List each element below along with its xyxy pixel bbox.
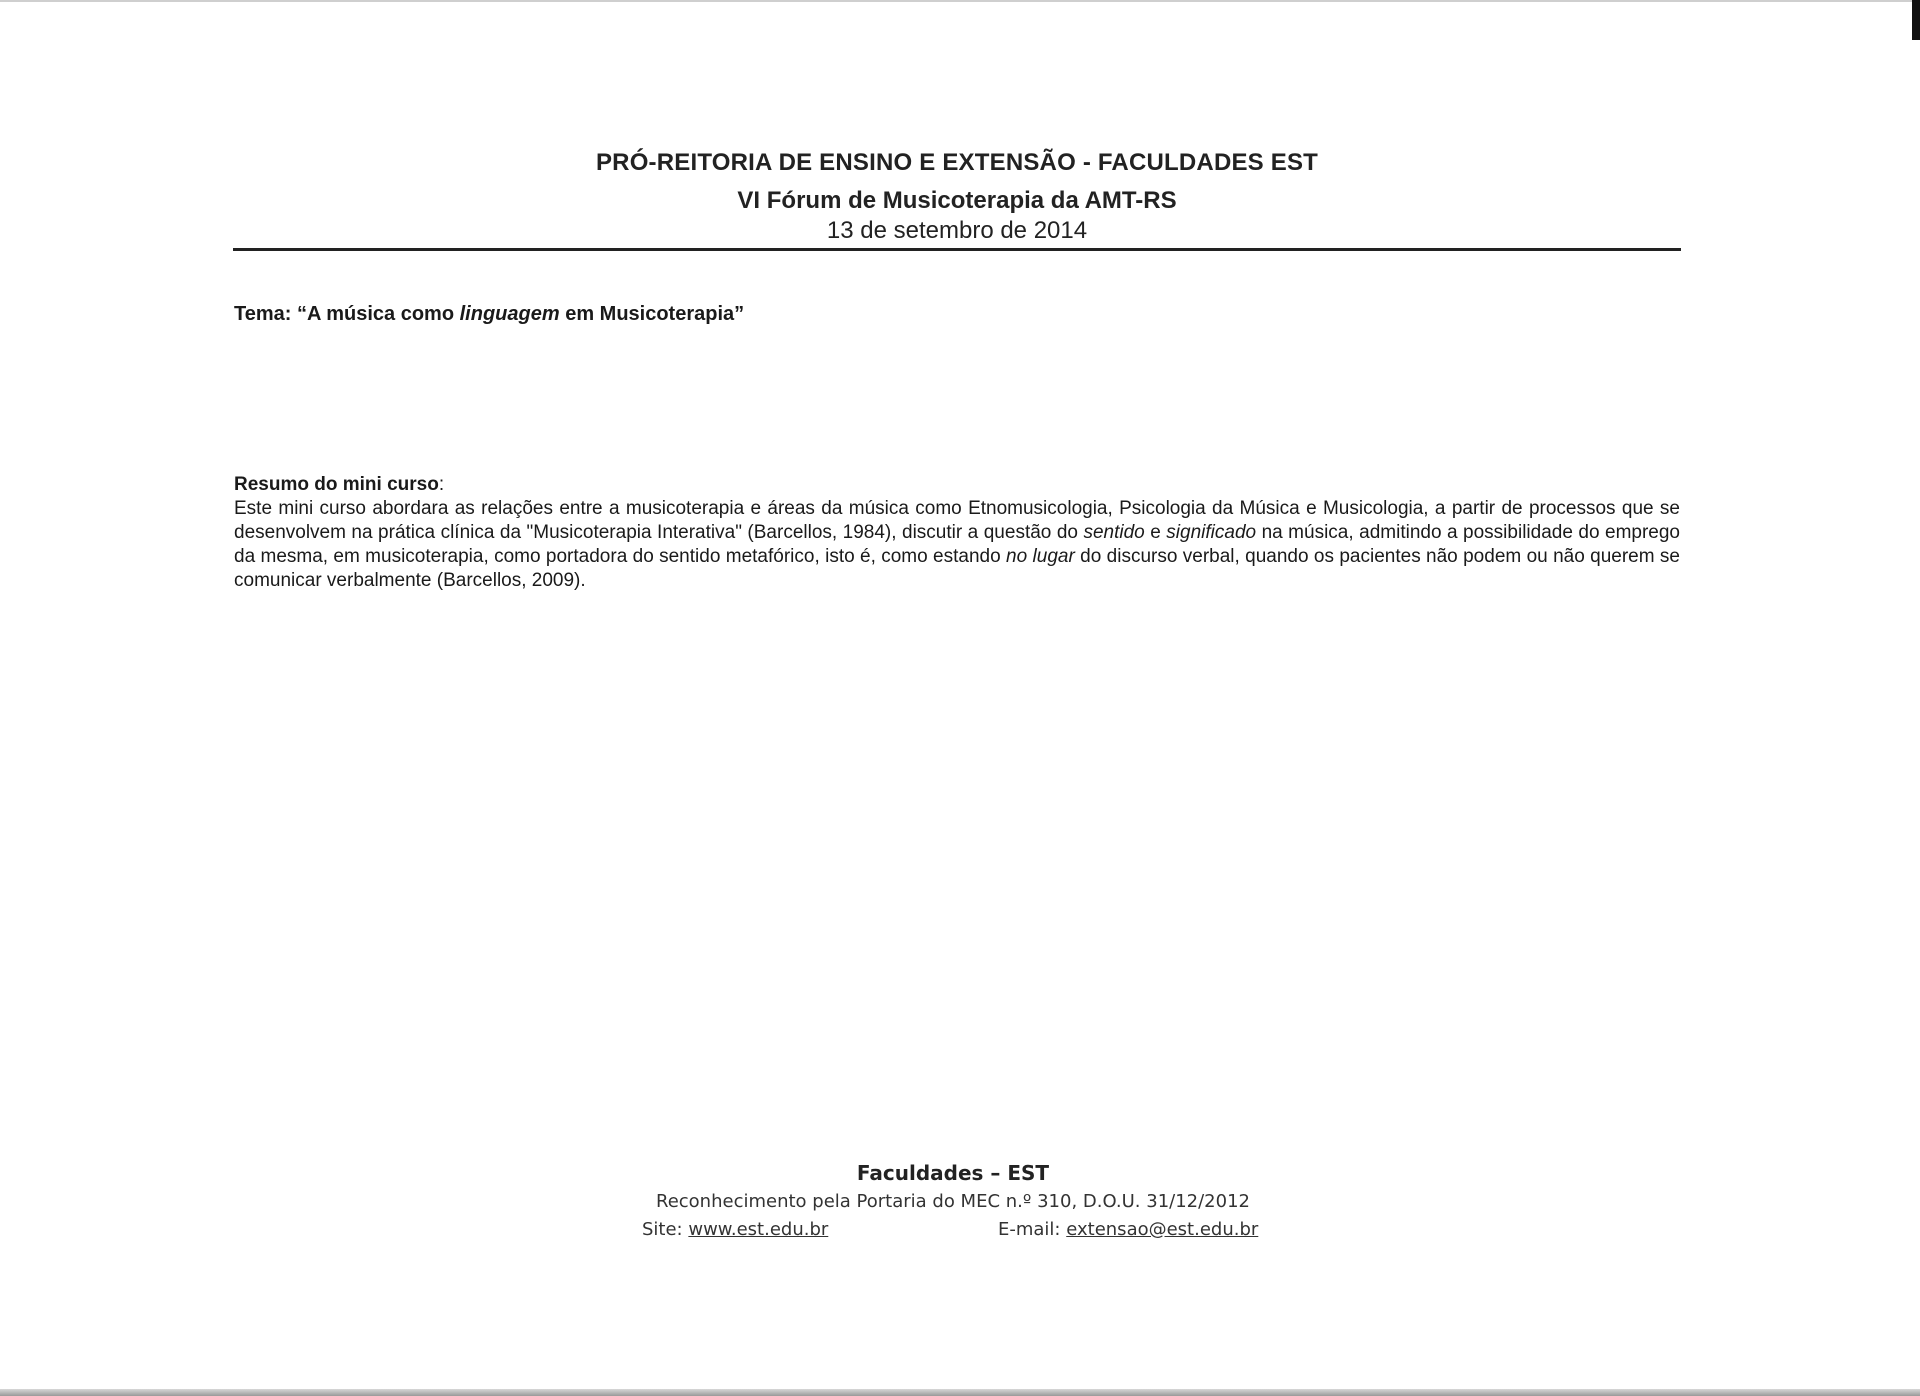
footer-site-link[interactable]: www.est.edu.br [688,1219,829,1240]
summary-heading [234,473,1680,497]
summary-colon: : [438,474,445,495]
footer-recognition: Reconhecimento pela Portaria do MEC n.º 310, D.O.U. 31/12/2012 [656,1191,1250,1212]
footer-site-label: Site: [642,1219,689,1240]
scan-edge-right [1912,0,1920,40]
scan-edge-bottom [0,1389,1920,1396]
document-header [233,146,1681,246]
footer-email-link[interactable]: extensao@est.edu.br [1066,1219,1259,1240]
institution-title: PRÓ-REITORIA DE ENSINO E EXTENSÃO - FACULDADES EST [595,149,1319,176]
footer-email [998,1216,1258,1244]
summary-text-3: na música, admitindo a possibilidade do emprego da mesma, em musicoterapia, como portadora do sentido metafórico, isto é, como estando [234,522,1681,567]
summary-italic-significado: significado [1166,522,1257,543]
document-footer [560,1158,1346,1244]
header-divider [233,248,1681,251]
summary-text-2: e [1144,522,1167,543]
scan-edge-top [0,0,1920,2]
footer-site [642,1216,828,1244]
theme-prefix: Tema: “A música como [234,303,460,325]
theme-suffix: em Musicoterapia” [559,303,745,325]
summary-text-4: do discurso verbal, quando os pacientes não podem ou não querem se comunicar verbalmente (Barcellos, 2009). [234,546,1680,591]
summary-italic-sentido: sentido [1083,522,1145,543]
summary-text-1: Este mini curso abordara as relações entre a musicoterapia e áreas da música como Etnomusicologia, Psicologia da Música e Musicologia, a partir de processos que se desenvolvem na prática clínica da "Musicoterapia Interativa" (Barcellos, 1984), discutir a questão do [234,498,1680,543]
event-date: 13 de setembro de 2014 [826,217,1088,244]
footer-institution-name: Faculdades – EST [856,1161,1050,1185]
theme-italic: linguagem [459,303,560,325]
summary-title: Resumo do mini curso [234,474,439,495]
footer-contacts [560,1216,1346,1244]
theme-line [234,303,744,326]
footer-email-label: E-mail: [998,1219,1067,1240]
summary-section [234,473,1680,593]
summary-italic-no-lugar: no lugar [1006,546,1075,567]
event-title: VI Fórum de Musicoterapia da AMT-RS [737,187,1177,214]
summary-body [234,497,1680,593]
